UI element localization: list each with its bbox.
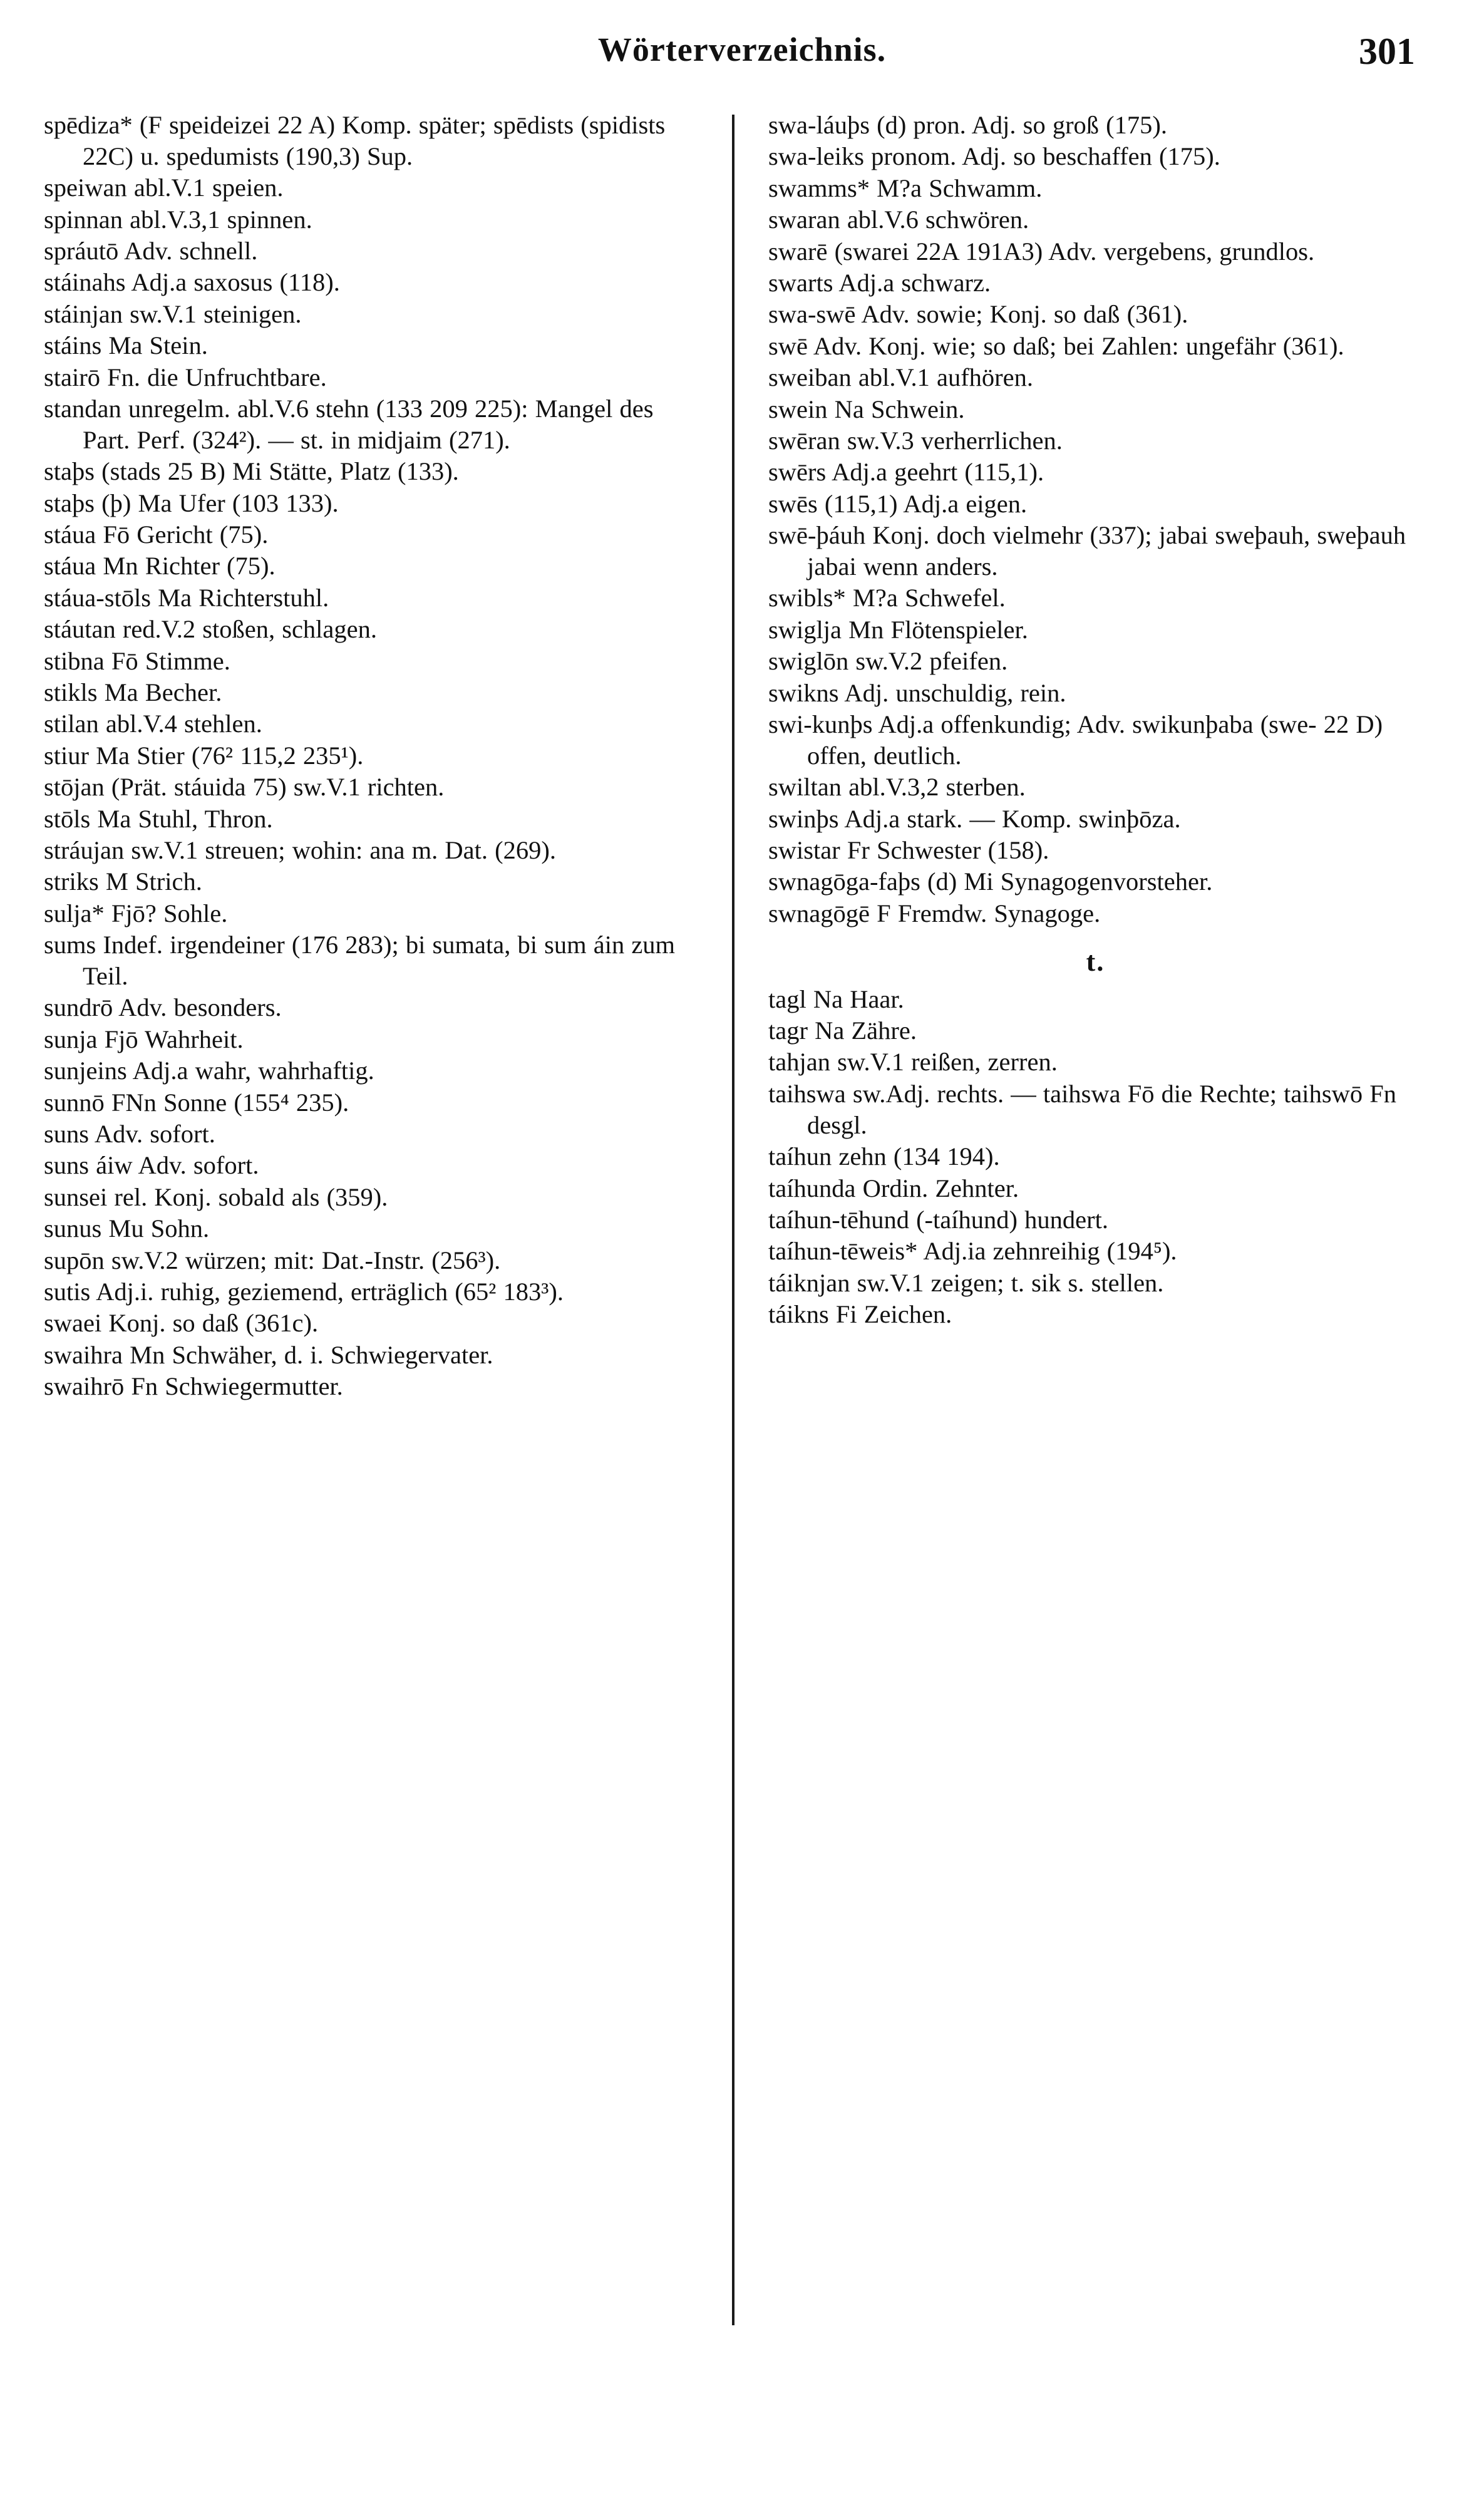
dictionary-entry: stáins Ma Stein. [44, 331, 208, 360]
dictionary-entry: swaei Konj. so daß (361c). [44, 1309, 319, 1338]
dictionary-entry: swiglja Mn Flötenspieler. [768, 615, 1028, 644]
dictionary-entry: swi-kunþs Adj.a offenkundig; Adv. swikunþaba (swe- 22 D) offen, deutlich. [768, 710, 1383, 770]
dictionary-entry: swistar Fr Schwester (158). [768, 835, 1049, 864]
dictionary-entry: stáua Mn Richter (75). [44, 552, 276, 581]
left-column [44, 110, 723, 2464]
dictionary-entry: stáua Fō Gericht (75). [44, 520, 269, 549]
dictionary-entry: táikns Fi Zeichen. [768, 1300, 952, 1329]
dictionary-entry: swibls* M?a Schwefel. [768, 584, 1006, 612]
dictionary-entry: speiwan abl.V.1 speien. [44, 173, 284, 202]
dictionary-entry: swein Na Schwein. [768, 395, 965, 423]
dictionary-entry: stikls Ma Becher. [44, 678, 222, 707]
dictionary-entry: stairō Fn. die Unfruchtbare. [44, 363, 327, 391]
dictionary-entry: tagr Na Zähre. [768, 1016, 917, 1045]
dictionary-entry: stilan abl.V.4 stehlen. [44, 710, 262, 738]
dictionary-entry: taíhun-tēhund (-taíhund) hundert. [768, 1205, 1108, 1234]
dictionary-entry: swarē (swarei 22A 191A3) Adv. vergebens, grundlos. [768, 237, 1315, 266]
dictionary-entry: swēran sw.V.3 verherrlichen. [768, 426, 1063, 455]
dictionary-entry: sweiban abl.V.1 aufhören. [768, 363, 1034, 392]
dictionary-entry: stáua-stōls Ma Richterstuhl. [44, 583, 329, 612]
dictionary-entry: taíhun-tēweis* Adj.ia zehnreihig (194⁵). [768, 1237, 1177, 1266]
page-header [0, 30, 1484, 86]
dictionary-entry: tahjan sw.V.1 reißen, zerren. [768, 1048, 1058, 1077]
dictionary-entry: suns Adv. sofort. [44, 1120, 215, 1148]
two-column-body [44, 110, 1440, 2464]
dictionary-entry: swa-leiks pronom. Adj. so beschaffen (175). [768, 142, 1220, 171]
dictionary-entry: swiglōn sw.V.2 pfeifen. [768, 647, 1008, 676]
dictionary-entry: swikns Adj. unschuldig, rein. [768, 678, 1066, 707]
page-number: 301 [1359, 31, 1415, 72]
dictionary-entry: sulja* Fjō? Sohle. [44, 899, 228, 927]
dictionary-entry: supōn sw.V.2 würzen; mit: Dat.-Instr. (256³). [44, 1246, 501, 1274]
dictionary-entry: swnagōgē F Fremdw. Synagoge. [768, 899, 1101, 927]
dictionary-entry: swaihra Mn Schwäher, d. i. Schwiegervater. [44, 1340, 493, 1369]
dictionary-entry: sunsei rel. Konj. sobald als (359). [44, 1182, 388, 1211]
dictionary-entry: staþs (stads 25 B) Mi Stätte, Platz (133). [44, 457, 459, 486]
dictionary-entry: stōls Ma Stuhl, Thron. [44, 804, 273, 833]
dictionary-entry: swaihrō Fn Schwiegermutter. [44, 1372, 343, 1401]
dictionary-entry: sunjeins Adj.a wahr, wahrhaftig. [44, 1056, 374, 1085]
dictionary-entry: stáinahs Adj.a saxosus (118). [44, 268, 340, 297]
dictionary-entry: swamms* M?a Schwamm. [768, 173, 1043, 202]
dictionary-entry: swa-swē Adv. sowie; Konj. so daß (361). [768, 300, 1188, 329]
dictionary-entry: swa-láuþs (d) pron. Adj. so groß (175). [768, 111, 1168, 139]
dictionary-entry: swērs Adj.a geehrt (115,1). [768, 458, 1044, 487]
dictionary-entry: sunnō FNn Sonne (155⁴ 235). [44, 1088, 349, 1117]
page-title: Wörterverzeichnis. [597, 31, 887, 68]
right-column [743, 110, 1423, 2464]
dictionary-entry: stiur Ma Stier (76² 115,2 235¹). [44, 741, 364, 770]
dictionary-entry: swinþs Adj.a stark. — Komp. swinþōza. [768, 804, 1181, 833]
dictionary-entry: sunja Fjō Wahrheit. [44, 1025, 244, 1053]
dictionary-entry: sundrō Adv. besonders. [44, 993, 282, 1022]
dictionary-entry: swiltan abl.V.3,2 sterben. [768, 773, 1026, 802]
dictionary-entry: tagl Na Haar. [768, 984, 904, 1013]
dictionary-entry: swarts Adj.a schwarz. [768, 268, 991, 297]
dictionary-entry: swaran abl.V.6 schwören. [768, 205, 1029, 234]
dictionary-entry: stáinjan sw.V.1 steinigen. [44, 299, 302, 328]
dictionary-entry: striks M Strich. [44, 867, 202, 896]
dictionary-entry: staþs (þ) Ma Ufer (103 133). [44, 488, 339, 517]
section-letter-heading: t. [1086, 946, 1105, 977]
dictionary-entry: sunus Mu Sohn. [44, 1214, 210, 1243]
dictionary-entry: swē-þáuh Konj. doch vielmehr (337); jabai sweþauh, sweþauh jabai wenn anders. [768, 521, 1406, 581]
dictionary-entry: spēdiza* (F speideizei 22 A) Komp. später; spēdists (spidists 22C) u. spedumists (190,3) Sup. [44, 111, 666, 170]
dictionary-entry: swē Adv. Konj. wie; so daß; bei Zahlen: ungefähr (361). [768, 331, 1344, 360]
dictionary-entry: suns áiw Adv. sofort. [44, 1151, 259, 1180]
column-divider-rule [732, 115, 734, 2325]
dictionary-entry: standan unregelm. abl.V.6 stehn (133 209 225): Mangel des Part. Perf. (324²). — st. in midjaim (271). [44, 395, 654, 454]
dictionary-entry: taihswa sw.Adj. rechts. — taihswa Fō die Rechte; taihswō Fn desgl. [768, 1079, 1396, 1139]
dictionary-entry: swēs (115,1) Adj.a eigen. [768, 489, 1028, 518]
dictionary-entry: spráutō Adv. schnell. [44, 237, 258, 266]
dictionary-entry: táiknjan sw.V.1 zeigen; t. sik s. stellen. [768, 1268, 1164, 1297]
dictionary-entry: stibna Fō Stimme. [44, 646, 230, 675]
dictionary-entry: stōjan (Prät. stáuida 75) sw.V.1 richten. [44, 773, 445, 802]
dictionary-entry: spinnan abl.V.3,1 spinnen. [44, 205, 312, 234]
dictionary-entry: sutis Adj.i. ruhig, geziemend, erträglich (65² 183³). [44, 1277, 564, 1306]
dictionary-entry: taíhunda Ordin. Zehnter. [768, 1174, 1019, 1202]
dictionary-entry: sums Indef. irgendeiner (176 283); bi sumata, bi sum áin zum Teil. [44, 931, 676, 991]
dictionary-entry: swnagōga-faþs (d) Mi Synagogenvorsteher. [768, 867, 1213, 896]
dictionary-entry: taíhun zehn (134 194). [768, 1142, 1000, 1171]
dictionary-entry: stáutan red.V.2 stoßen, schlagen. [44, 615, 378, 644]
dictionary-entry: stráujan sw.V.1 streuen; wohin: ana m. Dat. (269). [44, 835, 556, 864]
